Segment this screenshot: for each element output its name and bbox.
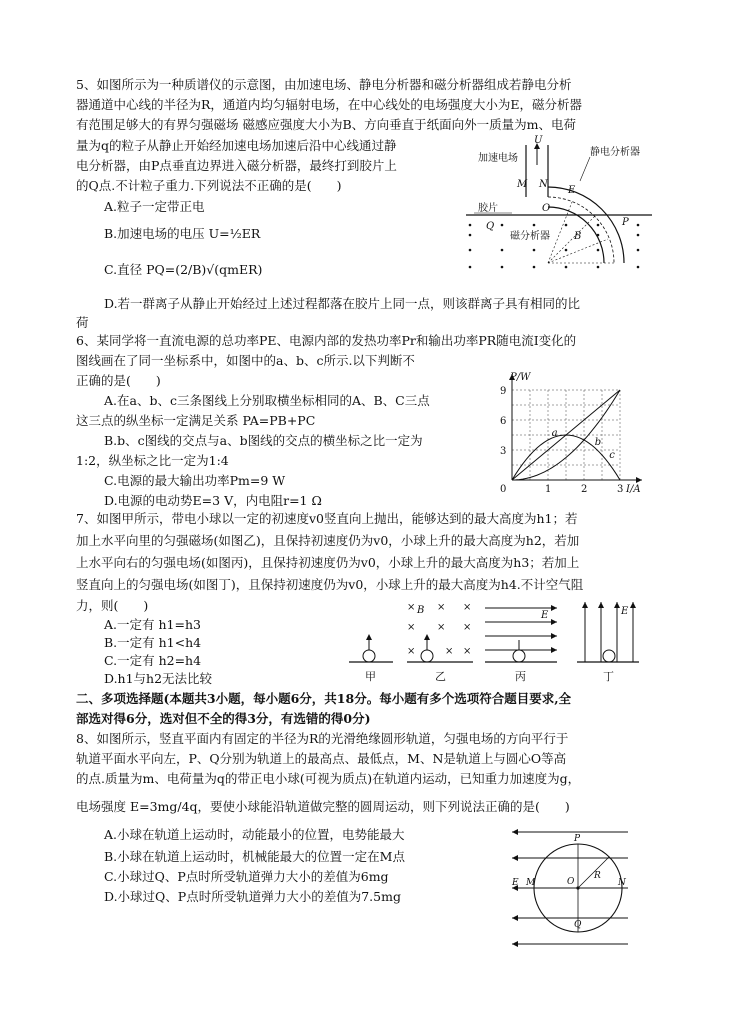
q6-option-c: C.电源的最大输出功率Pm=9 W: [104, 473, 286, 488]
q7-line-5: 力，则( ): [76, 598, 149, 613]
q5-line-4: 量为q的粒子从静止开始经加速电场加速后沿中心线通过静: [76, 138, 397, 153]
q7-line-1: 7、如图甲所示，带电小球以一定的初速度v0竖直向上抛出，能够达到的最大高度为h1；若: [76, 511, 578, 526]
q5-option-c: C.直径 PQ=(2/B)√(qmER): [104, 262, 263, 277]
x-tick-label: 3: [617, 484, 624, 495]
q5-option-b: B.加速电场的电压 U=½ER: [104, 226, 261, 241]
q5-option-d-cont: 荷: [76, 315, 89, 330]
label-electrostatic-analyzer: 静电分析器: [590, 147, 640, 158]
section2-heading-2: 部选对得6分，选对但不全的得3分，有选错的得0分): [76, 711, 371, 726]
svg-text:×: ×: [407, 622, 416, 633]
svg-text:×: ×: [407, 646, 416, 657]
q7-line-4: 竖直向上的匀强电场(如图丁)，且保持初速度仍为v0，小球上升的最大高度为h4.不计空气阻: [76, 577, 584, 592]
q6-option-d: D.电源的电动势E=3 V，内电阻r=1 Ω: [104, 493, 322, 508]
label-b: B: [574, 231, 582, 242]
q6-line-1: 6、某同学将一直流电源的总功率PE、电源内部的发热功率Pr和输出功率PR随电流I变化的: [76, 333, 577, 348]
y-tick-label: 9: [500, 386, 507, 397]
q5-line-3: 有范围足够大的有界匀强磁场 磁感应强度大小为B、方向垂直于纸面向外一质量为m、电荷: [76, 117, 577, 132]
q5-line-6: 的Q点.不计粒子重力.下列说法不正确的是( ): [76, 178, 342, 193]
label-b-field: B: [417, 605, 425, 616]
svg-text:×: ×: [437, 602, 446, 613]
label-m: M: [517, 179, 528, 190]
label-p-top: P: [574, 834, 581, 844]
label-bing: 丙: [515, 670, 526, 683]
label-e: E: [568, 185, 576, 196]
q8-option-a: A.小球在轨道上运动时，动能最小的位置，电势能最大: [104, 827, 405, 842]
q8-option-d: D.小球过Q、P点时所受轨道弹力大小的差值为7.5mg: [104, 889, 401, 904]
q5-option-d: D.若一群离子从静止开始经过上述过程都落在胶片上同一点，则该群离子具有相同的比: [104, 296, 581, 311]
series-label-a: a: [551, 428, 558, 439]
label-q: Q: [486, 221, 495, 232]
q5-line-2: 器通道中心线的半径为R，通道内均匀辐射电场，在中心线处的电场强度大小为E，磁分析器: [76, 97, 583, 112]
q7-line-3: 上水平向右的匀强电场(如图丙)，且保持初速度仍为v0，小球上升的最大高度为h3；若加上: [76, 555, 580, 570]
q8-option-b: B.小球在轨道上运动时，机械能最大的位置一定在M点: [104, 849, 405, 864]
label-yi: 乙: [435, 670, 446, 683]
y-tick-label: 6: [500, 416, 507, 427]
q8-option-c: C.小球过Q、P点时所受轨道弹力大小的差值为6mg: [104, 869, 389, 884]
svg-text:×: ×: [445, 646, 454, 657]
svg-text:×: ×: [463, 622, 472, 633]
q7-line-2: 加上水平向里的匀强磁场(如图乙)，且保持初速度仍为v0，小球上升的最大高度为h2，若加: [76, 533, 580, 548]
label-n-right: N: [618, 878, 626, 888]
label-ding: 丁: [603, 670, 614, 683]
label-r: R: [594, 871, 601, 881]
label-u: U: [534, 135, 543, 146]
svg-text:×: ×: [407, 602, 416, 613]
label-o: O: [542, 203, 551, 214]
label-q-bottom: Q: [574, 920, 582, 930]
q8-line-3: 的点.质量为m、电荷量为q的带正电小球(可视为质点)在轨道内运动，已知重力加速度为g，: [76, 771, 581, 786]
label-e-up: E: [621, 606, 629, 617]
label-magnetic-analyzer: 磁分析器: [510, 231, 550, 242]
series-label-b: b: [594, 437, 602, 448]
x-tick-label: 2: [581, 484, 588, 495]
q5-option-a: A.粒子一定带正电: [104, 199, 205, 214]
mass-spectrometer-figure: [462, 135, 662, 280]
x-axis-label: I/A: [626, 484, 641, 495]
q5-line-1: 5、如图所示为一种质谱仪的示意图，由加速电场、静电分析器和磁分析器组成若静电分析: [76, 77, 572, 92]
q5-line-5: 电分析器，由P点垂直边界进入磁分析器，最终打到胶片上: [76, 158, 397, 173]
q8-line-2: 轨道平面水平向左，P、Q分别为轨道上的最高点、最低点，M、N是轨道上与圆心O等高: [76, 751, 567, 766]
svg-text:×: ×: [437, 622, 446, 633]
circular-track-figure: [508, 828, 638, 950]
y-axis-label: P/W: [510, 372, 531, 383]
q8-line-1: 8、如图所示，竖直平面内有固定的半径为R的光滑绝缘圆形轨道，匀强电场的方向平行于: [76, 731, 569, 746]
label-e-right: E: [541, 610, 549, 621]
q6-option-a-cont: 这三点的纵坐标一定满足关系 PA=PB+PC: [76, 413, 316, 428]
y-tick-label: 3: [500, 446, 507, 457]
q7-option-a: A.一定有 h1=h3: [104, 617, 201, 632]
label-accel-field: 加速电场: [478, 153, 518, 164]
q6-option-b: B.b、c图线的交点与a、b图线的交点的横坐标之比一定为: [104, 433, 423, 448]
q7-option-c: C.一定有 h2=h4: [104, 653, 202, 668]
series-label-c: c: [609, 450, 615, 461]
power-current-chart: [490, 368, 660, 498]
q6-option-a: A.在a、b、c三条图线上分别取横坐标相同的A、B、C三点: [104, 393, 430, 408]
svg-text:×: ×: [463, 602, 472, 613]
label-p: P: [622, 217, 629, 228]
label-o-center: O: [567, 877, 575, 887]
label-e-left: E: [512, 878, 519, 888]
q6-option-b-cont: 1:2，纵坐标之比一定为1:4: [76, 453, 229, 468]
label-m-left: M: [526, 878, 536, 888]
q7-option-d: D.h1与h2无法比较: [104, 671, 213, 686]
label-jia: 甲: [365, 670, 376, 683]
x-tick-label: 0: [500, 484, 507, 495]
x-tick-label: 1: [545, 484, 552, 495]
label-film: 胶片: [478, 203, 498, 214]
x-axis-arrow: [636, 477, 642, 483]
q8-line-4: 电场强度 E=3mg/4q，要使小球能沿轨道做完整的圆周运动，则下列说法正确的是( ): [76, 799, 570, 814]
projectile-field-figure: [345, 600, 645, 685]
q7-option-b: B.一定有 h1<h4: [104, 635, 202, 650]
q6-line-3: 正确的是( ): [76, 373, 161, 388]
label-n: N: [539, 179, 548, 190]
section2-heading-1: 二、多项选择题(本题共3小题，每小题6分，共18分。每小题有多个选项符合题目要求,全: [76, 691, 572, 706]
q6-line-2: 图线画在了同一坐标系中，如图中的a、b、c所示.以下判断不: [76, 353, 415, 368]
svg-text:×: ×: [463, 646, 472, 657]
